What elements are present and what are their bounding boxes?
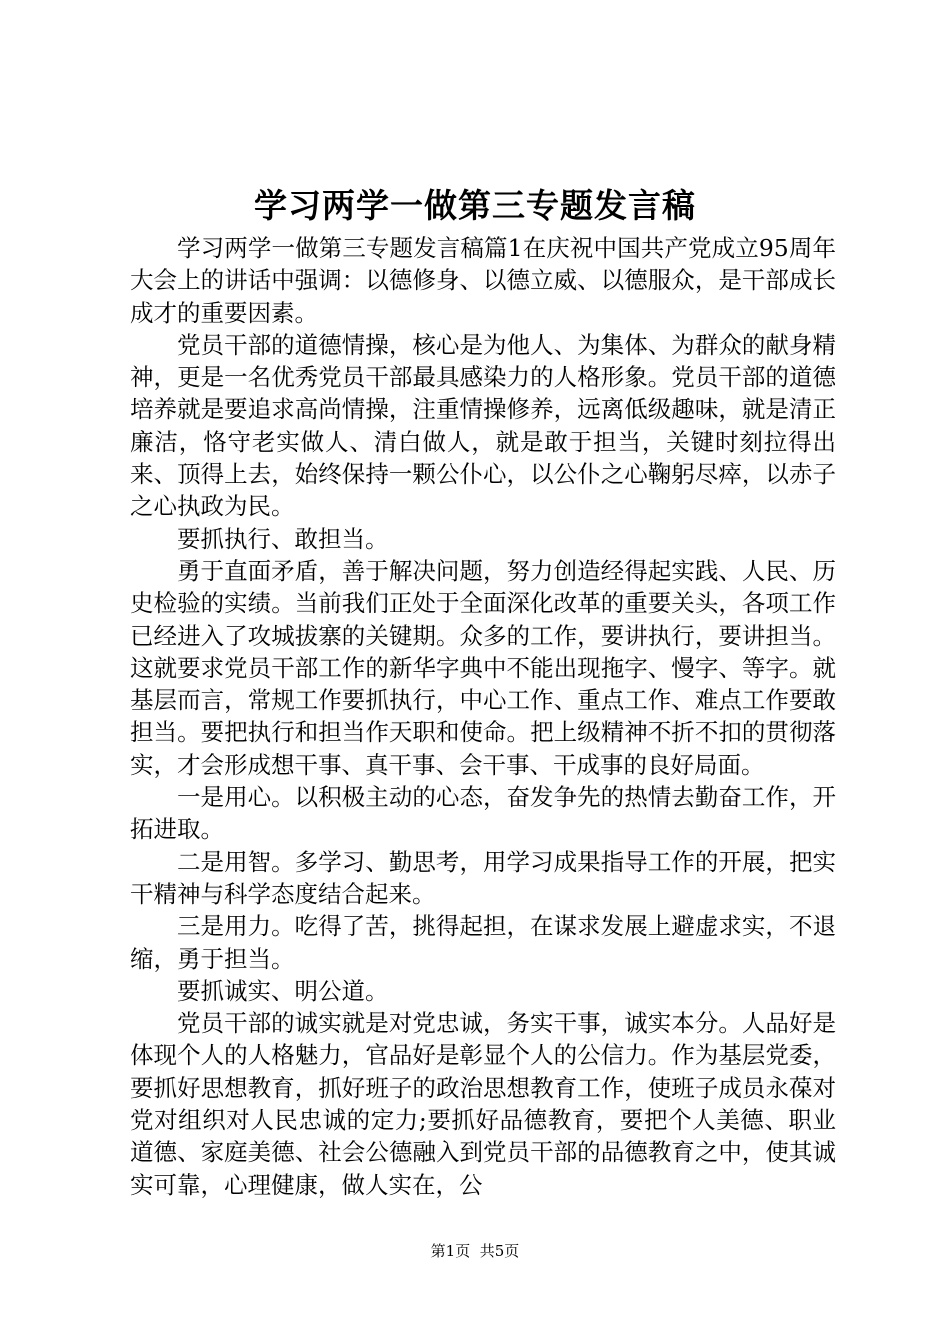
page-footer	[0, 1241, 950, 1261]
paragraph: 三是用力。吃得了苦，挑得起担，在谋求发展上避虚求实，不退缩，勇于担当。	[130, 912, 836, 973]
footer-separator	[470, 1242, 480, 1260]
paragraph: 要抓诚实、明公道。	[177, 976, 389, 1005]
page-total: 共5页	[479, 1242, 520, 1260]
document-body	[130, 232, 836, 1201]
paragraph: 勇于直面矛盾，善于解决问题，努力创造经得起实践、人民、历史检验的实绩。当前我们正处于全面深化改革的重要关头，各项工作已经进入了攻城拔寨的关键期。众多的工作，要讲执行，要讲担当。这就要求党员干部工作的新华字典中不能出现拖字、慢字、等字。就基层而言，常规工作要抓执行，中心工作、重点工作、难点工作要敢担当。要把执行和担当作天职和使命。把上级精神不折不扣的贯彻落实，才会形成想干事、真干事、会干事、干成事的良好局面。	[130, 556, 836, 779]
paragraph: 一是用心。以积极主动的心态，奋发争先的热情去勤奋工作，开拓进取。	[130, 783, 836, 844]
paragraph: 党员干部的道德情操，核心是为他人、为集体、为群众的献身精神，更是一名优秀党员干部最具感染力的人格形象。党员干部的道德培养就是要追求高尚情操，注重情操修养，远离低级趣味，就是清正廉洁，恪守老实做人、清白做人，就是敢于担当，关键时刻拉得出来、顶得上去，始终保持一颗公仆心，以公仆之心鞠躬尽瘁，以赤子之心执政为民。	[130, 330, 836, 521]
paragraph: 党员干部的诚实就是对党忠诚，务实干事，诚实本分。人品好是体现个人的人格魅力，官品好是彰显个人的公信力。作为基层党委，要抓好思想教育，抓好班子的政治思想教育工作，使班子成员永葆对党对组织对人民忠诚的定力;要抓好品德教育，要把个人美德、职业道德、家庭美德、社会公德融入到党员干部的品德教育之中，使其诚实可靠，心理健康，做人实在，公	[130, 1009, 836, 1199]
paragraph: 学习两学一做第三专题发言稿篇1在庆祝中国共产党成立95周年大会上的讲话中强调：以德修身、以德立威、以德服众，是干部成长成才的重要因素。	[130, 234, 836, 327]
paragraph: 二是用智。多学习、勤思考，用学习成果指导工作的开展，把实干精神与科学态度结合起来。	[130, 847, 836, 908]
paragraph: 要抓执行、敢担当。	[177, 524, 389, 553]
document-title: 学习两学一做第三专题发言稿	[254, 186, 696, 225]
page-number: 第1页	[430, 1242, 471, 1260]
